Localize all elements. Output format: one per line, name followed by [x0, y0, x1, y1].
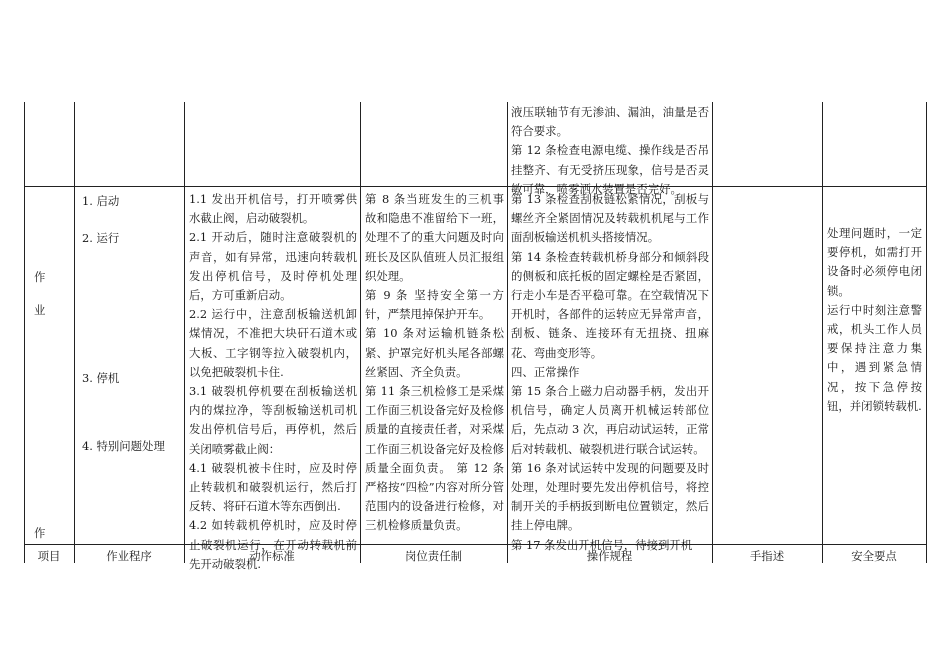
project-label-char: 作 — [34, 270, 46, 284]
operation-rules-continued — [511, 103, 709, 199]
procedure-step: 2. 运行 — [82, 231, 120, 245]
table-border-right — [926, 102, 927, 563]
paragraph: 第 15 条合上磁力启动器手柄，发出开机信号，确定人员离开机械运转部位后，先点动 3 次，再启动试运转，正常后对转载机、破裂机进行联合试运转。 — [511, 384, 709, 456]
header-hand-finger-call: 手指述 — [749, 549, 785, 563]
paragraph: 第 14 条检查转载机桥身部分和倾斜段的侧板和底托板的固定螺栓是否紧固，行走小车是否平稳可靠。在空载情况下开机时，各部件的运转应无异常声音，刮板、链条、连接环有无扭挠、扭麻花、弯曲变形等。 — [511, 249, 709, 360]
header-procedure: 作业程序 — [106, 549, 152, 563]
paragraph: 4.1 破裂机被卡住时，应及时停止转载机和破裂机运行，然后打反转、将矸石道木等东西倒出. — [189, 460, 357, 514]
paragraph: 第 8 条当班发生的三机事故和隐患不准留给下一班，处理不了的重大问题及时向班长及区队值班人员汇报组织处理。 — [365, 192, 504, 283]
header-safety-points: 安全要点 — [851, 549, 897, 563]
paragraph: 运行中时刻注意警戒，机头工作人员要保持注意力集中，遇到紧急情况，按下急停按钮，并闭锁转载机. — [827, 302, 922, 413]
column-divider — [507, 102, 508, 563]
header-action-standard: 动作标准 — [249, 549, 295, 563]
table-border-left — [24, 102, 25, 563]
procedure-step: 1. 启动 — [82, 194, 120, 208]
header-operation-rules: 操作规程 — [586, 549, 633, 563]
procedure-step: 4. 特别问题处理 — [82, 439, 165, 453]
column-divider — [712, 102, 713, 563]
operation-rules-cell — [511, 190, 709, 555]
paragraph: 第 12 条检查电源电缆、操作线是否吊挂整齐、有无受挤压现象，信号是否灵敏可靠，喷雾洒水装置是否完好。 — [511, 143, 709, 196]
column-divider — [184, 102, 185, 563]
column-divider — [74, 102, 75, 563]
header-row-top-border — [24, 544, 926, 545]
paragraph: 第 16 条对试运转中发现的问题要及时处理，处理时要先发出停机信号，将控制开关的手柄扳到断电位置锁定，然后挂上停电牌。 — [511, 460, 709, 533]
section-heading: 四、正常操作 — [511, 364, 580, 379]
paragraph: 第 17 条发出开机信号，待接到开机 — [511, 537, 693, 552]
paragraph: 2.2 运行中，注意刮板输送机卸煤情况，不准把大块矸石道木或大板、工字钢等拉入破裂机内，以免把破裂机卡住. — [189, 307, 357, 379]
paragraph: 2.1 开动后，随时注意破裂机的声音，如有异常，迅速向转载机发出停机信号，及时停机处理后，方可重新启动。 — [189, 230, 357, 303]
paragraph: 处理问题时，一定要停机，如需打开设备时必须停电闭锁。 — [827, 226, 922, 298]
paragraph: 4.2 如转载机停机时，应及时停止破裂机运行，在开动转载机前先开动破裂机. — [189, 518, 357, 571]
header-post-duty: 岗位责任制 — [405, 549, 462, 563]
column-divider — [360, 102, 361, 563]
procedure-step: 3. 停机 — [82, 371, 120, 385]
project-label-char: 业 — [34, 303, 46, 317]
paragraph: 第 11 条三机检修工是采煤工作面三机设备完好及检修质量的直接责任者，对采煤工作面三机设备完好及检修质量全面负责。 第 12 条严格按“四检”内容对所分管范围内的设备进行检修，对三机检修质量负责。 — [365, 384, 504, 533]
project-label-char: 作 — [34, 526, 46, 540]
paragraph: 3.1 破裂机停机要在刮板输送机内的煤拉净，等刮板输送机司机发出停机信号后，再停机，然后关闭喷雾截止阀： — [189, 384, 357, 456]
column-divider — [822, 102, 823, 563]
row-divider — [24, 186, 926, 187]
paragraph: 第 13 条检查刮板链松紧情况，刮板与螺丝齐全紧固情况及转载机机尾与工作面刮板输送机机头搭接情况。 — [511, 192, 709, 245]
header-project: 项目 — [37, 549, 61, 563]
paragraph: 液压联轴节有无渗油、漏油，油量是否符合要求。 — [511, 105, 709, 139]
post-duty-cell — [365, 190, 504, 536]
paragraph: 1.1 发出开机信号，打开喷雾供水截止阀，启动破裂机。 — [189, 192, 357, 226]
paragraph: 第 9 条 坚持安全第一方针，严禁甩掉保护开车。 — [365, 288, 504, 322]
safety-points-cell — [827, 224, 922, 416]
paragraph: 第 10 条对运输机链条松紧、护罩完好机头尾各部螺丝紧固、齐全负责。 — [365, 326, 504, 379]
